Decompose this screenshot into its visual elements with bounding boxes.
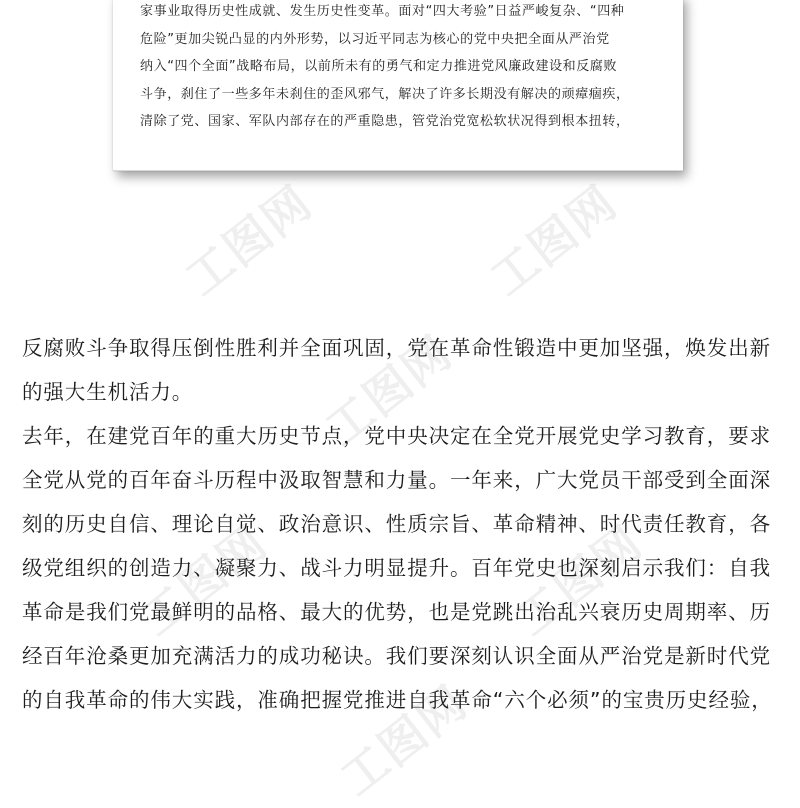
watermark: 工图网 [330, 674, 478, 806]
body-line: 的强大生机活力。 [22, 380, 194, 404]
body-line: 去年，在建党百年的重大历史节点，党中央决定在全党开展党史学习教育，要求 [22, 424, 771, 448]
body-line: 的自我革命的伟大实践，准确把握党推进自我革命“六个必须”的宝贵历史经验， [22, 688, 773, 712]
body-line: 刻的历史自信、理论自觉、政治意识、性质宗旨、革命精神、时代责任教育，各 [22, 512, 771, 536]
watermark: 工图网 [130, 514, 278, 646]
body-line: 反腐败斗争取得压倒性胜利并全面巩固，党在革命性锻造中更加坚强，焕发出新 [22, 336, 771, 360]
card-line: 家事业取得历史性成就、发生历史性变革。面对“四大考验”日益严峻复杂、“四种 [140, 4, 625, 19]
watermark: 工图网 [505, 514, 653, 646]
card-line: 清除了党、国家、军队内部存在的严重隐患，管党治党宽松软状况得到根本扭转， [140, 114, 630, 129]
card-line: 纳入“四个全面”战略布局，以前所未有的勇气和定力推进党风廉政建设和反腐败 [140, 59, 618, 74]
document-card [113, 0, 683, 171]
watermark: 工图网 [315, 324, 463, 456]
body-line: 级党组织的创造力、凝聚力、战斗力明显提升。百年党史也深刻启示我们：自我 [22, 556, 771, 580]
body-text [22, 326, 782, 722]
body-line: 全党从党的百年奋斗历程中汲取智慧和力量。一年来，广大党员干部受到全面深 [22, 468, 771, 492]
card-paragraph [140, 0, 665, 136]
body-line: 经百年沧桑更加充满活力的成功秘诀。我们要深刻认识全面从严治党是新时代党 [22, 644, 771, 668]
watermark: 工图网 [480, 174, 628, 306]
watermark: 工图网 [175, 174, 323, 306]
body-line: 革命是我们党最鲜明的品格、最大的优势，也是党跳出治乱兴衰历史周期率、历 [22, 600, 771, 624]
card-line: 斗争，刹住了一些多年未刹住的歪风邪气，解决了许多长期没有解决的顽瘴痼疾， [140, 86, 630, 102]
card-line: 危险”更加尖锐凸显的内外形势，以习近平同志为核心的党中央把全面从严治党 [140, 31, 610, 47]
